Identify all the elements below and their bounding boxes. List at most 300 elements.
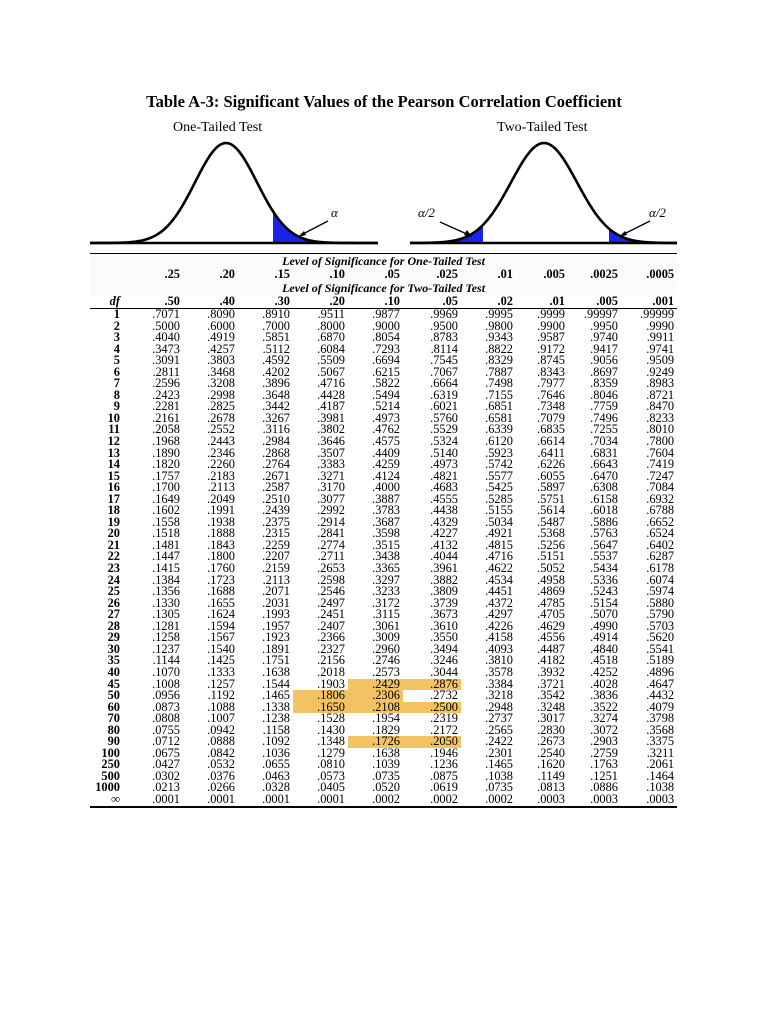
value-cell: .3172 [372,597,400,610]
value-cell: .5822 [372,378,400,390]
value-cell: .4044 [430,551,458,564]
value-cell: .3522 [590,701,618,714]
value-cell: .2327 [317,643,345,656]
value-cell: .2156 [317,655,345,667]
value-cell: .2711 [317,551,345,564]
value-cell: .7800 [646,436,675,448]
df-cell: 7 [113,378,120,390]
alpha-arrow [301,221,328,235]
value-cell: .3246 [430,655,458,667]
value-cell: .4259 [372,459,400,471]
value-cell: .8054 [372,332,400,344]
value-cell: .6158 [590,493,618,506]
value-cell: .1993 [262,609,290,621]
value-cell: .0266 [207,782,235,794]
value-cell: .7071 [152,308,180,321]
table-row [90,725,677,737]
df-header: df [90,295,130,309]
value-cell: .2161 [152,412,180,425]
two-tailed-levels-row [90,295,677,309]
value-cell: .9911 [646,332,675,344]
value-cell: .4919 [207,332,235,344]
two-tailed-level: .20 [293,295,348,309]
df-cell: 90 [107,736,120,748]
value-cell: .5763 [590,528,618,540]
value-cell: .2018 [317,666,345,679]
value-cell: .1008 [152,678,180,691]
value-cell: .4438 [430,505,458,517]
table-row [90,355,677,367]
value-cell: .5070 [590,609,618,621]
one-tailed-level: .025 [436,268,458,281]
value-cell: .4869 [537,586,565,598]
value-cell: .2183 [207,470,235,483]
value-cell: .1039 [372,759,400,771]
table-row [90,378,677,390]
value-cell: .2746 [372,655,400,667]
value-cell: .7084 [646,482,675,494]
one-tailed-level: .0025 [590,268,618,281]
value-cell: .2914 [317,516,345,529]
value-cell: .1158 [262,724,290,737]
value-cell: .9740 [590,332,618,344]
one-tailed-curve [90,143,378,243]
value-cell: .4132 [430,539,458,552]
table-row [90,609,677,621]
value-cell: .3274 [590,713,618,725]
value-cell: .1518 [152,528,180,540]
value-cell: .1305 [152,609,180,621]
value-cell: .5541 [646,643,675,656]
two-tailed-level: .40 [183,295,238,309]
df-cell: 3 [113,332,120,344]
value-cell: .7419 [646,459,675,471]
value-cell: .1923 [262,632,290,644]
value-cell: .7759 [590,401,618,413]
value-cell: .6851 [485,401,513,413]
value-cell: .8233 [646,412,675,425]
value-cell: .2510 [262,493,290,506]
value-cell: .6664 [430,378,458,390]
df-cell: 5 [113,355,120,367]
value-cell: .1688 [207,586,235,598]
value-cell: .2500 [403,702,461,714]
value-cell: .3809 [430,586,458,598]
value-cell: .4716 [485,551,513,564]
value-cell: .0002 [348,794,403,807]
value-cell: .7977 [537,378,565,390]
value-cell: .2050 [403,736,461,748]
value-cell: .4896 [646,666,675,679]
value-cell: .6788 [646,505,675,517]
table-row [90,748,677,760]
value-cell: .1620 [537,759,565,771]
value-cell: .6614 [537,436,565,448]
value-cell: .9056 [590,355,618,367]
value-cell: .1806 [293,690,348,702]
value-cell: .6178 [646,563,675,575]
df-cell: 1 [113,308,120,321]
value-cell: .1330 [152,597,180,610]
df-cell: 30 [107,643,120,656]
value-cell: .4555 [430,493,458,506]
value-cell: .2451 [317,609,345,621]
value-cell: .1957 [262,620,290,633]
table-row [90,759,677,771]
value-cell: .3896 [262,378,290,390]
value-cell: .5974 [646,586,675,598]
df-cell: 12 [107,436,120,448]
value-cell: .3578 [485,666,513,679]
correlation-table [90,253,677,808]
value-cell: .9500 [430,320,458,333]
value-cell: .0956 [152,690,180,702]
value-cell: .1650 [293,702,348,714]
value-cell: .5577 [485,470,513,483]
value-cell: .9800 [485,320,513,333]
value-cell: .2653 [317,563,345,575]
value-cell: .3468 [207,366,235,379]
df-cell: 6 [113,366,120,379]
value-cell: .1594 [207,620,235,633]
value-cell: .1481 [152,539,180,552]
value-cell: .5154 [590,597,618,610]
value-cell: .9509 [646,355,675,367]
value-cell: .1700 [152,482,180,494]
value-cell: .2113 [262,574,290,587]
value-cell: .2443 [207,436,235,448]
value-cell: .1946 [430,747,458,760]
value-cell: .4534 [485,574,513,587]
value-cell: .2825 [207,401,235,413]
value-cell: .8343 [537,366,565,379]
table-row [90,586,677,598]
value-cell: .3009 [372,632,400,644]
value-cell: .99999 [640,308,675,321]
table-row [90,482,677,494]
one-tailed-level: .05 [384,268,400,281]
value-cell: .0810 [317,759,345,771]
table-row [90,367,677,379]
value-cell: .1991 [207,505,235,517]
value-cell: .2671 [262,470,290,483]
table-row [90,459,677,471]
table-row [90,644,677,656]
value-cell: .0001 [238,794,293,807]
value-cell: .8983 [646,378,675,390]
value-cell: .4622 [485,563,513,575]
value-cell: .0886 [590,782,618,794]
value-cell: .2049 [207,493,235,506]
value-cell: .7034 [590,436,618,448]
value-cell: .9172 [537,343,565,356]
value-cell: .5112 [262,343,290,356]
value-cell: .7887 [485,366,513,379]
value-cell: .0328 [262,782,290,794]
value-cell: .4093 [485,643,513,656]
value-cell: .1465 [485,759,513,771]
value-cell: .0001 [130,794,183,807]
value-cell: .4683 [430,482,458,494]
value-cell: .1237 [152,643,180,656]
value-cell: .4329 [430,516,458,529]
value-cell: .4409 [372,447,400,460]
value-cell: .3687 [372,516,400,529]
value-cell: .7293 [372,343,400,356]
value-cell: .1624 [207,609,235,621]
value-cell: .4257 [207,343,235,356]
value-cell: .8114 [430,343,458,356]
value-cell: .0842 [207,747,235,760]
df-cell: 24 [107,574,120,587]
value-cell: .9990 [646,320,675,333]
value-cell: .3365 [372,563,400,575]
value-cell: .4202 [262,366,290,379]
df-cell: 80 [107,724,120,737]
value-cell: .2552 [207,424,235,437]
value-cell: .2172 [430,724,458,737]
value-cell: .1800 [207,551,235,564]
value-cell: .1251 [590,770,618,783]
value-cell: .2948 [485,701,513,714]
value-cell: .7155 [485,389,513,402]
one-tailed-rejection-region [273,211,378,243]
two-tailed-level: .10 [348,295,403,309]
value-cell: .0712 [152,736,180,748]
value-cell: .1820 [152,459,180,471]
value-cell: .2439 [262,505,290,517]
value-cell: .0532 [207,759,235,771]
value-cell: .1348 [317,736,345,748]
value-cell: .2497 [317,597,345,610]
value-cell: .0003 [568,794,621,807]
value-cell: .3383 [317,459,345,471]
value-cell: .9000 [372,320,400,333]
value-cell: .9343 [485,332,513,344]
page-title: Table A-3: Significant Values of the Pearson Correlation Coefficient [146,92,622,111]
df-cell: 25 [107,586,120,598]
df-cell: 21 [107,539,120,552]
df-cell: 17 [107,493,120,506]
value-cell: .8745 [537,355,565,367]
value-cell: .4227 [430,528,458,540]
value-cell: .1938 [207,516,235,529]
value-cell: .2841 [317,528,345,540]
value-cell: .3170 [317,482,345,494]
value-cell: .4124 [372,470,400,483]
value-cell: .3077 [317,493,345,506]
value-cell: .1007 [207,713,235,725]
value-cell: .3297 [372,574,400,587]
value-cell: .3116 [262,424,290,437]
value-cell: .1238 [262,713,290,725]
value-cell: .3598 [372,528,400,540]
value-cell: .3248 [537,701,565,714]
df-cell: 28 [107,620,120,633]
value-cell: .1279 [317,747,345,760]
value-cell: .3882 [430,574,458,587]
value-cell: .5742 [485,459,513,471]
value-cell: .4040 [152,332,180,344]
value-cell: .6581 [485,412,513,425]
value-cell: .4372 [485,597,513,610]
value-cell: .3218 [485,690,513,702]
value-cell: .8721 [646,389,675,402]
df-cell: 11 [108,424,120,437]
value-cell: .4629 [537,620,565,633]
value-cell: .6319 [430,389,458,402]
value-cell: .1723 [207,574,235,587]
one-tailed-levels-row [90,268,677,281]
value-cell: .0520 [372,782,400,794]
value-cell: .6055 [537,470,565,483]
value-cell: .5647 [590,539,618,552]
value-cell: .4428 [317,389,345,402]
value-cell: .0873 [152,701,180,714]
value-cell: .0808 [152,713,180,725]
table-row [90,494,677,506]
df-cell: 35 [107,655,120,667]
value-cell: .5923 [485,447,513,460]
one-tailed-header: Level of Significance for One-Tailed Test [90,254,677,269]
value-cell: .1602 [152,505,180,517]
value-cell: .2207 [262,551,290,564]
value-cell: .0942 [207,724,235,737]
alpha-half-left-arrow [440,222,469,235]
value-cell: .5034 [485,516,513,529]
value-cell: .3836 [590,690,618,702]
value-cell: .5140 [430,447,458,460]
value-cell: .2811 [152,366,180,379]
value-cell: .2587 [262,482,290,494]
value-cell: .4973 [430,459,458,471]
value-cell: .6339 [485,424,513,437]
value-cell: .8470 [646,401,675,413]
value-cell: .3981 [317,412,345,425]
value-cell: .5368 [537,528,565,540]
value-cell: .9969 [430,308,458,321]
value-cell: .6402 [646,539,675,552]
value-cell: .5256 [537,539,565,552]
df-cell: 4 [113,343,120,356]
value-cell: .3384 [485,678,513,691]
two-tailed-level: .01 [516,295,568,309]
value-cell: .2774 [317,539,345,552]
df-cell: 23 [107,563,120,575]
df-cell: 8 [113,389,120,402]
value-cell: .3568 [646,724,675,737]
value-cell: .1544 [262,678,290,691]
df-cell: 40 [107,666,120,679]
value-cell: .2573 [372,666,400,679]
df-cell: 18 [107,505,120,517]
value-cell: .5425 [485,482,513,494]
value-cell: .1888 [207,528,235,540]
df-cell: 27 [107,609,120,621]
value-cell: .3550 [430,632,458,644]
table-row [90,621,677,633]
value-cell: .5324 [430,436,458,448]
value-cell: .2429 [348,679,403,691]
value-cell: .1528 [317,713,345,725]
one-tailed-level: .15 [274,268,290,281]
value-cell: .1070 [152,666,180,679]
value-cell: .6524 [646,528,675,540]
value-cell: .2259 [262,539,290,552]
value-cell: .5155 [485,505,513,517]
value-cell: .3442 [262,401,290,413]
value-cell: .7545 [430,355,458,367]
value-cell: .4575 [372,436,400,448]
value-cell: .2992 [317,505,345,517]
df-cell: 45 [107,678,120,691]
value-cell: .2113 [207,482,235,494]
value-cell: .0001 [183,794,238,807]
value-cell: .0463 [262,770,290,783]
value-cell: .1464 [646,770,675,783]
one-tailed-level: .0005 [646,268,675,281]
table-row [90,517,677,529]
value-cell: .0619 [430,782,458,794]
value-cell: .2071 [262,586,290,598]
value-cell: .9900 [537,320,565,333]
value-cell: .3211 [646,747,675,760]
value-cell: .4815 [485,539,513,552]
df-cell: 22 [107,551,120,564]
value-cell: .7255 [590,424,618,437]
value-cell: .5897 [537,482,565,494]
value-cell: .0001 [293,794,348,807]
value-cell: .8046 [590,389,618,402]
value-cell: .4821 [430,470,458,483]
value-cell: .2598 [317,574,345,587]
value-cell: .5790 [646,609,675,621]
value-cell: .8010 [646,424,675,437]
value-cell: .1333 [207,666,235,679]
df-cell: 250 [101,759,120,771]
value-cell: .1036 [262,747,290,760]
value-cell: .1092 [262,736,290,748]
value-cell: .3494 [430,643,458,656]
value-cell: .1540 [207,643,235,656]
value-cell: .3473 [152,343,180,356]
value-cell: .2678 [207,412,235,425]
table-row [90,782,677,794]
table-row [90,436,677,448]
value-cell: .9249 [646,366,675,379]
value-cell: .3507 [317,447,345,460]
value-cell: .5537 [590,551,618,564]
value-cell: .3673 [430,609,458,621]
value-cell: .5703 [646,620,675,633]
one-tailed-level: .25 [164,268,180,281]
value-cell: .9587 [537,332,565,344]
value-cell: .3061 [372,620,400,633]
value-cell: .5214 [372,401,400,413]
value-cell: .4973 [372,412,400,425]
value-cell: .7604 [646,447,675,460]
value-cell: .3115 [372,609,400,621]
value-cell: .6831 [590,447,618,460]
value-cell: .2732 [430,690,458,702]
value-cell: .2375 [262,516,290,529]
df-cell: 60 [107,701,120,714]
value-cell: .9999 [537,308,565,321]
value-cell: .5751 [537,493,565,506]
value-cell: .5052 [537,563,565,575]
value-cell: .2366 [317,632,345,644]
table-row [90,563,677,575]
